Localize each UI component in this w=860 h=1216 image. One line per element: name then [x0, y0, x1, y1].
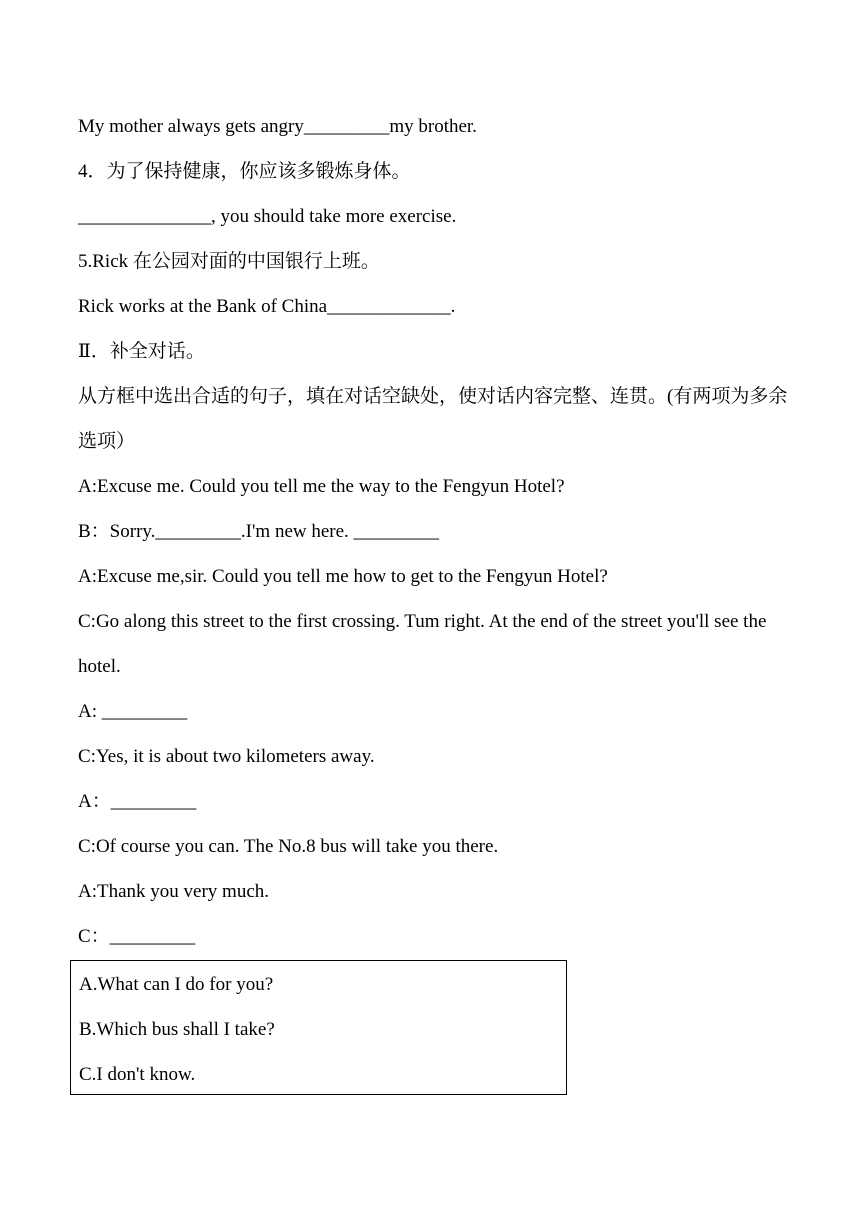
option-c: C.I don't know.: [79, 1064, 196, 1085]
section-2-instructions: 从方框中选出合适的句子，填在对话空缺处，使对话内容完整、连贯。(有两项为多余选项）: [78, 386, 788, 452]
exercise-content: [78, 104, 798, 959]
option-b: B.Which bus shall I take?: [79, 1019, 275, 1040]
question-5-prompt: 5.Rick 在公园对面的中国银行上班。: [78, 251, 380, 272]
translation-answer-line-4: ______________, you should take more exercise.: [78, 206, 457, 227]
question-4-prompt: 4．为了保持健康，你应该多锻炼身体。: [78, 161, 411, 182]
dialogue-line-9: A:Thank you very much.: [78, 881, 270, 902]
section-2-heading: Ⅱ．补全对话。: [78, 341, 205, 362]
dialogue-line-8: C:Of course you can. The No.8 bus will take you there.: [78, 836, 499, 857]
dialogue-line-3: A:Excuse me,sir. Could you tell me how to get to the Fengyun Hotel?: [78, 566, 608, 587]
dialogue-line-7: A：_________: [78, 791, 197, 812]
dialogue-line-4: C:Go along this street to the first crossing. Tum right. At the end of the street you'll see the hotel.: [78, 611, 767, 677]
translation-answer-line-3: My mother always gets angry_________my brother.: [78, 116, 477, 137]
dialogue-line-10: C：_________: [78, 926, 196, 947]
options-box: [70, 960, 567, 1095]
dialogue-line-5: A: _________: [78, 701, 188, 722]
translation-answer-line-5: Rick works at the Bank of China_____________.: [78, 296, 456, 317]
dialogue-line-1: A:Excuse me. Could you tell me the way to the Fengyun Hotel?: [78, 476, 565, 497]
dialogue-line-6: C:Yes, it is about two kilometers away.: [78, 746, 375, 767]
option-a: A.What can I do for you?: [79, 974, 274, 995]
dialogue-line-2: B：Sorry._________.I'm new here. _________: [78, 521, 440, 542]
